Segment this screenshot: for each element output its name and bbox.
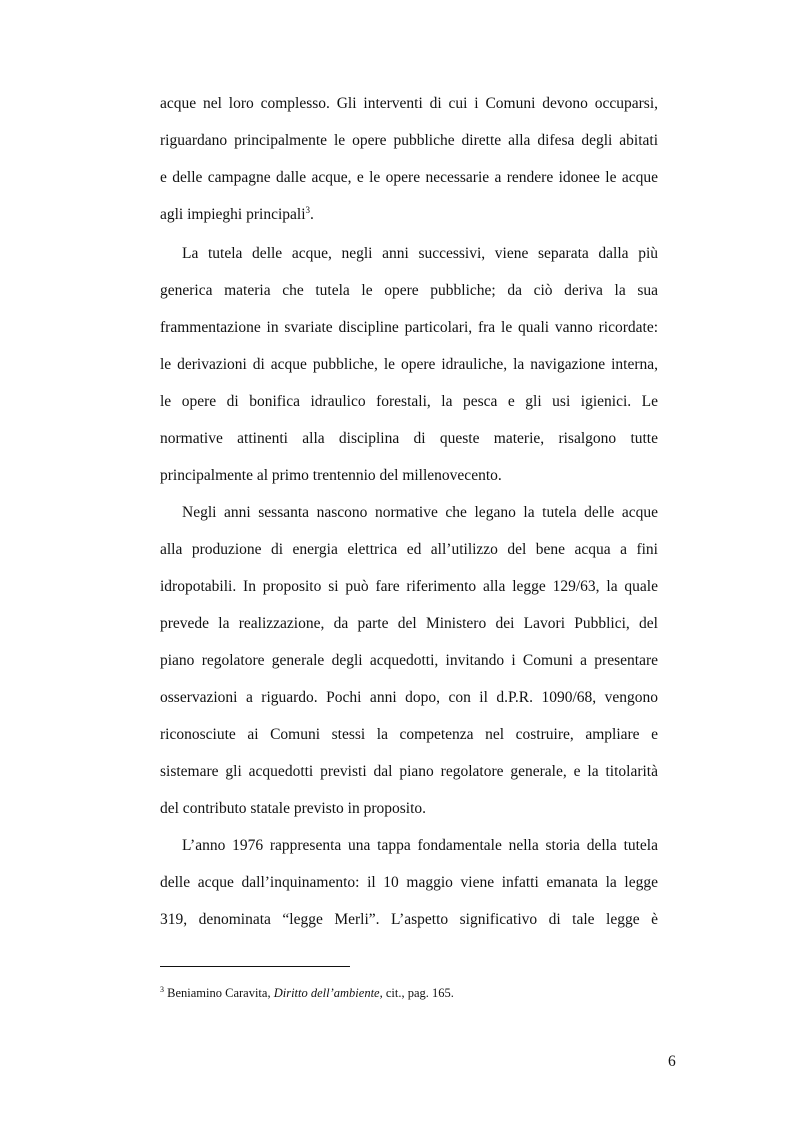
- body-line: frammentazione in svariate discipline particolari, fra le quali vanno ricordate:: [160, 319, 658, 336]
- body-line: 319, denominata “legge Merli”. L’aspetto significativo di tale legge è: [160, 911, 658, 928]
- body-line: alla produzione di energia elettrica ed all’utilizzo del bene acqua a fini: [160, 541, 658, 558]
- body-line: La tutela delle acque, negli anni successivi, viene separata dalla più: [182, 245, 658, 262]
- footnote-reference: 3: [305, 205, 310, 215]
- footnote-title: Diritto dell’ambiente,: [273, 986, 383, 1000]
- body-line-with-footnote: [160, 205, 658, 225]
- body-line: e delle campagne dalle acque, e le opere necessarie a rendere idonee le acque: [160, 169, 658, 186]
- body-line: principalmente al primo trentennio del millenovecento.: [160, 467, 502, 484]
- body-line: sistemare gli acquedotti previsti dal piano regolatore generale, e la titolarità: [160, 763, 658, 780]
- body-line: Negli anni sessanta nascono normative che legano la tutela delle acque: [182, 504, 658, 521]
- body-line: delle acque dall’inquinamento: il 10 maggio viene infatti emanata la legge: [160, 874, 658, 891]
- body-line: le opere di bonifica idraulico forestali, la pesca e gli usi igienici. Le: [160, 393, 658, 410]
- page-number: 6: [668, 1053, 676, 1070]
- body-line: riconosciute ai Comuni stessi la competenza nel costruire, ampliare e: [160, 726, 658, 743]
- body-line: prevede la realizzazione, da parte del Ministero dei Lavori Pubblici, del: [160, 615, 658, 632]
- body-line: idropotabili. In proposito si può fare riferimento alla legge 129/63, la quale: [160, 578, 658, 595]
- body-line: del contributo statale previsto in proposito.: [160, 800, 427, 817]
- footnote-author: Beniamino Caravita,: [167, 986, 274, 1000]
- footnote-citation: cit., pag. 165.: [382, 986, 454, 1000]
- body-line: le derivazioni di acque pubbliche, le opere idrauliche, la navigazione interna,: [160, 356, 658, 373]
- body-line: piano regolatore generale degli acquedotti, invitando i Comuni a presentare: [160, 652, 658, 669]
- body-line: generica materia che tutela le opere pubbliche; da ciò deriva la sua: [160, 282, 658, 299]
- body-line-end: .: [310, 206, 314, 223]
- body-line: normative attinenti alla disciplina di queste materie, risalgono tutte: [160, 430, 658, 447]
- body-line: riguardano principalmente le opere pubbliche dirette alla difesa degli abitati: [160, 132, 658, 149]
- body-line: L’anno 1976 rappresenta una tappa fondamentale nella storia della tutela: [182, 837, 658, 854]
- body-line: osservazioni a riguardo. Pochi anni dopo, con il d.P.R. 1090/68, vengono: [160, 689, 658, 706]
- footnote-number: 3: [160, 985, 164, 994]
- footnote: [160, 985, 454, 1001]
- footnote-separator: [160, 966, 350, 967]
- body-line-text: agli impieghi principali: [160, 206, 306, 223]
- body-line: acque nel loro complesso. Gli interventi di cui i Comuni devono occuparsi,: [160, 95, 658, 112]
